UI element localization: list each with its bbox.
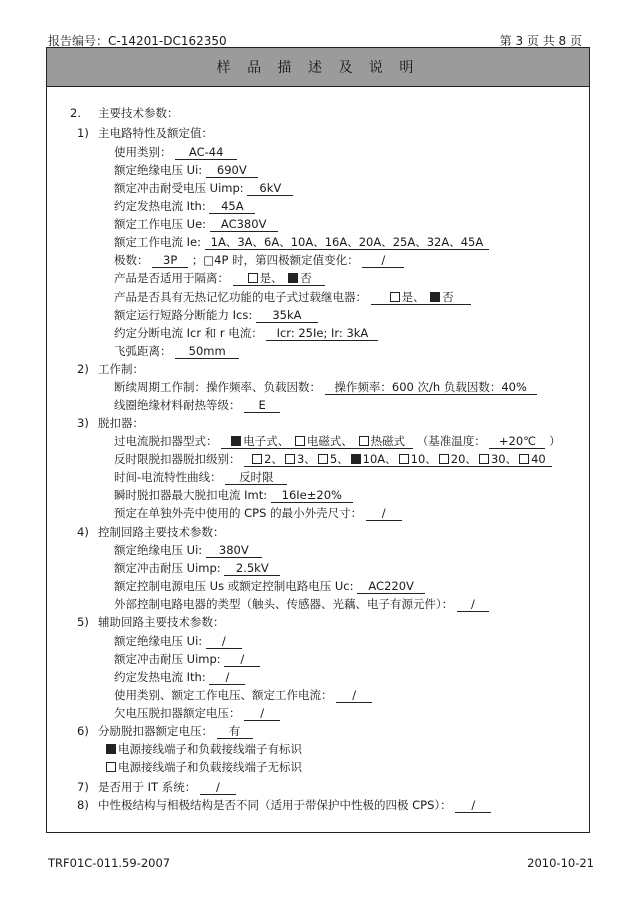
terminal-marked-checkbox[interactable] xyxy=(106,744,116,754)
aux-uimp-value: / xyxy=(224,653,260,667)
icr-value: Icr: 25Ie; Ir: 3kA xyxy=(266,327,378,341)
ue-value: AC380V xyxy=(210,218,278,232)
ui-value: 690V xyxy=(206,164,258,178)
trip-type-label: 过电流脱扣器型式： xyxy=(114,434,218,448)
trip-class-checkbox[interactable] xyxy=(351,454,361,464)
ext-ctrl-row xyxy=(114,597,489,612)
trip-class-option-label: 20、 xyxy=(450,452,477,466)
use-category-label: 使用类别： xyxy=(114,145,172,159)
ext-ctrl-label: 外部控制电路电器的类型（触头、传感器、光藕、电子有源元件）： xyxy=(114,597,454,611)
isolation-yes-label: 是、 xyxy=(259,271,283,285)
thermal-no-label: 否 xyxy=(442,290,454,304)
item-1-number: 1) xyxy=(77,126,89,140)
imt-value: 16Ie±20% xyxy=(271,489,353,503)
aux-uimp-row xyxy=(114,652,260,667)
imt-row xyxy=(114,488,353,503)
use-category-row xyxy=(114,145,237,160)
shunt-row xyxy=(98,724,253,739)
trip-class-checkbox[interactable] xyxy=(439,454,449,464)
thermomagnetic-label: 热磁式 xyxy=(370,434,406,448)
ctrl-us-row xyxy=(114,579,425,594)
arc-label: 飞弧距离： xyxy=(114,344,172,358)
cps-row xyxy=(114,506,402,521)
ctrl-us-label: 额定控制电源电压 Us 或额定控制电路电压 Uc: xyxy=(114,579,354,593)
it-system-row xyxy=(98,780,236,795)
trip-class-option-label: 2、 xyxy=(264,452,283,466)
trip-class-option-label: 30、 xyxy=(490,452,518,466)
section-title: 主要技术参数： xyxy=(98,106,179,120)
trip-class-option-label: 40 xyxy=(531,452,546,466)
duty-value: 操作频率：600 次/h 负载因数：40% xyxy=(325,381,537,395)
ue-label: 额定工作电压 Ue: xyxy=(114,217,207,231)
ui-row xyxy=(114,163,258,178)
electronic-label: 电子式、 xyxy=(243,434,290,448)
item-1-title: 主电路特性及额定值： xyxy=(98,126,213,140)
ref-temp-close: ） xyxy=(549,434,561,448)
poles-4p-label: ；□4P 时，第四极额定值变化： xyxy=(191,253,359,267)
neutral-label: 中性极结构与相极结构是否不同（适用于带保护中性极的四极 CPS）： xyxy=(98,798,452,812)
trip-type-row xyxy=(114,434,561,449)
thermomagnetic-checkbox[interactable] xyxy=(359,436,369,446)
trip-class-option-label: 5、 xyxy=(329,452,349,466)
terminal-marked-label: 电源接线端子和负载接线端子有标识 xyxy=(118,742,302,756)
aux-cat-label: 使用类别、额定工作电压、额定工作电流： xyxy=(114,688,333,702)
aux-uimp-label: 额定冲击耐压 Uimp: xyxy=(114,652,221,666)
form-code: TRF01C-011.59-2007 xyxy=(48,856,171,870)
duty-row xyxy=(114,380,537,395)
insulation-class-row xyxy=(114,398,280,413)
trip-class-checkbox[interactable] xyxy=(519,454,529,464)
aux-ui-label: 额定绝缘电压 Ui: xyxy=(114,634,203,648)
thermal-no-checkbox[interactable] xyxy=(430,292,440,302)
page-title: 样 品 描 述 及 说 明 xyxy=(216,60,420,76)
aux-ui-row xyxy=(114,634,242,649)
item-4-number: 4) xyxy=(77,525,89,539)
ctrl-ui-label: 额定绝缘电压 Ui: xyxy=(114,543,203,557)
curve-label: 时间-电流特性曲线： xyxy=(114,470,222,484)
imt-label: 瞬时脱扣器最大脱扣电流 Imt: xyxy=(114,488,268,502)
duty-label: 断续周期工作制：操作频率、负载因数： xyxy=(114,380,321,394)
item-4-title: 控制回路主要技术参数： xyxy=(98,525,225,539)
trip-class-checkbox[interactable] xyxy=(479,454,489,464)
ctrl-ui-value: 380V xyxy=(206,544,262,558)
poles-row xyxy=(114,253,404,268)
shunt-label: 分励脱扣器额定电压： xyxy=(98,724,213,738)
thermal-memory-options xyxy=(371,291,471,305)
cps-value: / xyxy=(366,507,402,521)
section-number: 2. xyxy=(70,106,81,120)
thermal-memory-label: 产品是否具有无热记忆功能的电子式过载继电器： xyxy=(114,290,367,304)
trip-class-options xyxy=(244,453,552,467)
icr-row xyxy=(114,326,378,341)
aux-ith-value: / xyxy=(209,671,245,685)
shunt-value: 有 xyxy=(217,725,253,739)
ics-value: 35kA xyxy=(256,309,318,323)
ctrl-uimp-value: 2.5kV xyxy=(224,562,280,576)
electromagnetic-label: 电磁式、 xyxy=(306,434,353,448)
electromagnetic-checkbox[interactable] xyxy=(295,436,305,446)
ie-label: 额定工作电流 Ie: xyxy=(114,235,201,249)
trip-class-option-label: 10、 xyxy=(410,452,437,466)
trip-class-label: 反时限脱扣器脱扣级别： xyxy=(114,452,241,466)
arc-row xyxy=(114,344,239,359)
aux-cat-row xyxy=(114,688,372,703)
cps-label: 预定在单独外壳中使用的 CPS 的最小外壳尺寸： xyxy=(114,506,363,520)
aux-ui-value: / xyxy=(206,635,242,649)
poles-value: 3P xyxy=(152,254,188,268)
undervoltage-row xyxy=(114,706,280,721)
ctrl-uimp-label: 额定冲击耐压 Uimp: xyxy=(114,561,221,575)
it-system-value: / xyxy=(200,781,236,795)
trip-class-checkbox[interactable] xyxy=(285,454,295,464)
use-category-value: AC-44 xyxy=(175,146,237,160)
arc-value: 50mm xyxy=(175,345,239,359)
ue-row xyxy=(114,217,278,232)
ith-row xyxy=(114,199,255,214)
trip-class-checkbox[interactable] xyxy=(252,454,262,464)
aux-ith-row xyxy=(114,670,245,685)
ics-row xyxy=(114,308,318,323)
trip-class-row xyxy=(114,452,552,467)
uimp-label: 额定冲击耐受电压 Uimp: xyxy=(114,181,244,195)
ref-temp-label: （基准温度： xyxy=(416,434,486,448)
ctrl-uimp-row xyxy=(114,561,280,576)
icr-label: 约定分断电流 Icr 和 r 电流： xyxy=(114,326,263,340)
isolation-yes-checkbox[interactable] xyxy=(248,273,258,283)
ith-label: 约定发热电流 Ith: xyxy=(114,199,206,213)
page-indicator: 第 3 页 共 8 页 xyxy=(499,34,582,48)
isolation-label: 产品是否适用于隔离： xyxy=(114,271,229,285)
neutral-row xyxy=(98,798,491,813)
item-2-title: 工作制： xyxy=(98,362,144,376)
isolation-no-label: 否 xyxy=(300,271,312,285)
ref-temp-value: +20℃ xyxy=(489,435,545,449)
item-3-number: 3) xyxy=(77,416,89,430)
insulation-class-label: 线圈绝缘材料耐热等级： xyxy=(114,398,241,412)
item-5-number: 5) xyxy=(77,615,89,629)
terminal-unmarked-checkbox[interactable] xyxy=(106,762,116,772)
isolation-row xyxy=(114,271,325,286)
ctrl-us-value: AC220V xyxy=(357,580,425,594)
trip-class-option-label: 3、 xyxy=(296,452,316,466)
ics-label: 额定运行短路分断能力 Ics: xyxy=(114,308,253,322)
ith-value: 45A xyxy=(209,200,255,214)
item-5-title: 辅助回路主要技术参数： xyxy=(98,615,225,629)
undervoltage-label: 欠电压脱扣器额定电压： xyxy=(114,706,241,720)
terminal-unmarked-row xyxy=(104,760,302,774)
ctrl-ui-row xyxy=(114,543,262,558)
curve-value: 反时限 xyxy=(225,471,287,485)
uimp-value: 6kV xyxy=(247,182,293,196)
trip-class-checkbox[interactable] xyxy=(399,454,409,464)
trip-class-checkbox[interactable] xyxy=(318,454,328,464)
item-8-number: 8) xyxy=(77,798,89,812)
poles-4p-value: / xyxy=(362,254,404,268)
ext-ctrl-value: / xyxy=(457,598,489,612)
terminal-marked-row xyxy=(104,742,302,756)
report-number: 报告编号：C-14201-DC162350 xyxy=(48,34,227,48)
item-6-number: 6) xyxy=(77,724,89,738)
item-2-number: 2) xyxy=(77,362,89,376)
section-title-bar xyxy=(47,48,589,87)
isolation-no-checkbox[interactable] xyxy=(288,273,298,283)
undervoltage-value: / xyxy=(244,707,280,721)
neutral-value: / xyxy=(455,799,491,813)
thermal-memory-row xyxy=(114,290,471,305)
poles-label: 极数： xyxy=(114,253,149,267)
curve-row xyxy=(114,470,287,485)
uimp-row xyxy=(114,181,293,196)
isolation-options xyxy=(233,272,325,286)
ui-label: 额定绝缘电压 Ui: xyxy=(114,163,203,177)
electronic-checkbox[interactable] xyxy=(231,436,241,446)
it-system-label: 是否用于 IT 系统： xyxy=(98,780,197,794)
insulation-class-value: E xyxy=(244,399,280,413)
item-3-title: 脱扣器： xyxy=(98,416,144,430)
thermal-yes-label: 是、 xyxy=(401,290,425,304)
aux-cat-value: / xyxy=(336,689,372,703)
terminal-unmarked-label: 电源接线端子和负载接线端子无标识 xyxy=(118,760,302,774)
report-date: 2010-10-21 xyxy=(527,856,594,870)
aux-ith-label: 约定发热电流 Ith: xyxy=(114,670,206,684)
trip-class-option-label: 10A、 xyxy=(362,452,397,466)
ie-row xyxy=(114,235,489,250)
ie-value: 1A、3A、6A、10A、16A、20A、25A、32A、45A xyxy=(205,236,490,250)
item-7-number: 7) xyxy=(77,780,89,794)
trip-type-options xyxy=(221,435,413,449)
thermal-yes-checkbox[interactable] xyxy=(390,292,400,302)
